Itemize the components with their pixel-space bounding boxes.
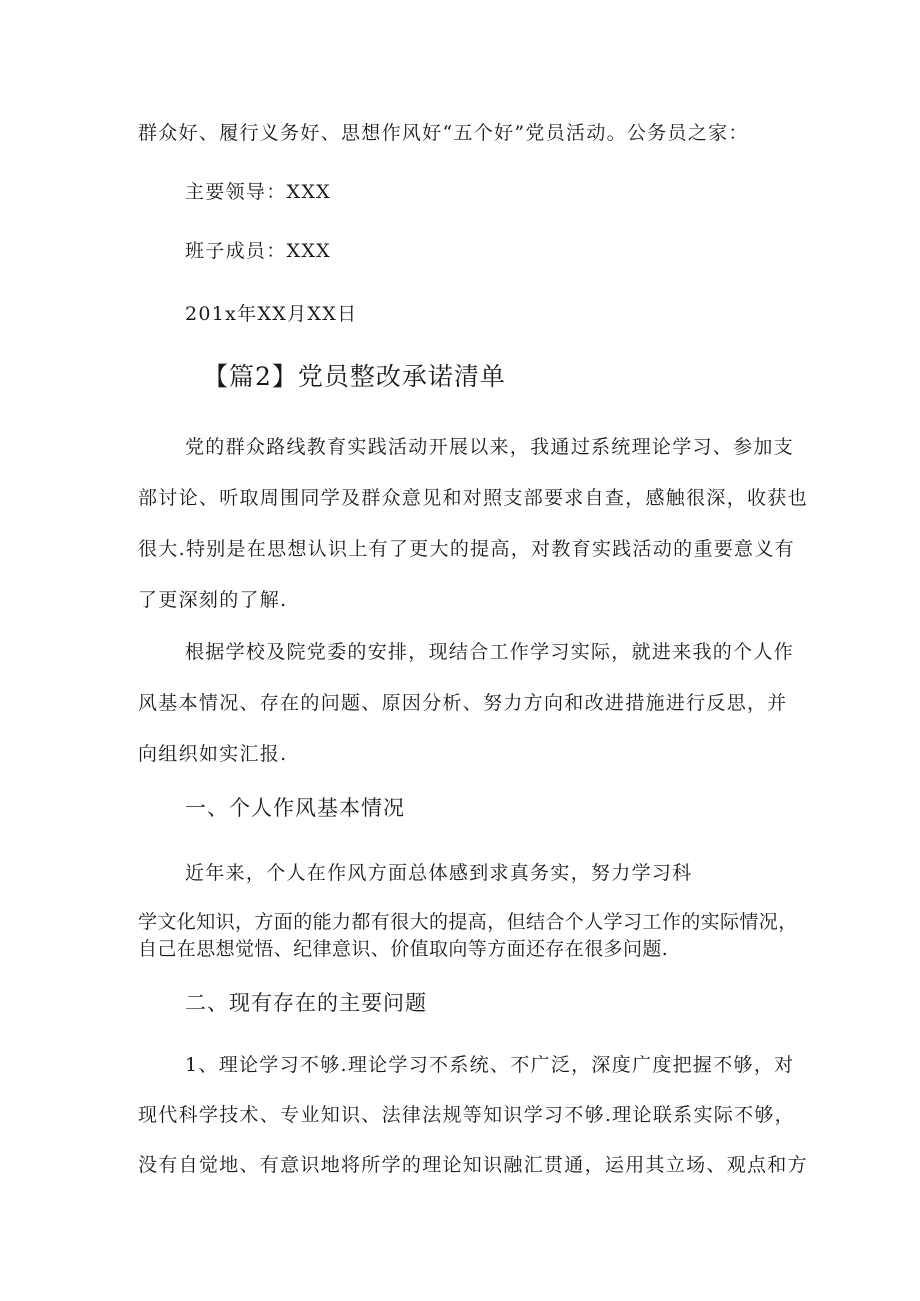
paragraph-line: 向组织如实汇报. — [138, 743, 288, 765]
date-line: 201x年XX月XX日 — [185, 303, 358, 325]
paragraph-line: 学文化知识，方面的能力都有很大的提高，但结合个人学习工作的实际情况， — [138, 911, 798, 933]
paragraph-line: 风基本情况、存在的问题、原因分析、努力方向和改进措施进行反思，并 — [138, 692, 788, 714]
paragraph-line: 了更深刻的了解. — [138, 589, 288, 611]
paragraph-line: 部讨论、听取周围同学及群众意见和对照支部要求自查，感触很深，收获也 — [138, 487, 808, 509]
intro-tail-text: 群众好、履行义务好、思想作风好“五个好”党员活动。公务员之家： — [138, 122, 749, 144]
main-leader-line: 主要领导：XXX — [185, 181, 331, 203]
paragraph-line: 现代科学技术、专业知识、法律法规等知识学习不够.理论联系实际不够， — [138, 1104, 795, 1126]
paragraph-line: 党的群众路线教育实践活动开展以来，我通过系统理论学习、参加支 — [185, 436, 795, 458]
team-members-line: 班子成员：XXX — [185, 240, 331, 262]
heading-personal-style: 一、个人作风基本情况 — [185, 796, 405, 820]
paragraph-line: 1、理论学习不够.理论学习不系统、不广泛，深度广度把握不够，对 — [185, 1054, 795, 1076]
paragraph-line: 根据学校及院党委的安排，现结合工作学习实际，就进来我的个人作 — [185, 641, 795, 663]
section-title: 【篇2】党员整改承诺清单 — [203, 362, 506, 391]
paragraph-line: 近年来，个人在作风方面总体感到求真务实，努力学习科 — [185, 862, 693, 884]
paragraph-line: 很大.特别是在思想认识上有了更大的提高，对教育实践活动的重要意义有 — [138, 538, 795, 560]
paragraph-line: 自己在思想觉悟、纪律意识、价值取向等方面还存在很多问题. — [138, 938, 669, 960]
heading-main-problems: 二、现有存在的主要问题 — [185, 991, 427, 1015]
paragraph-line: 没有自觉地、有意识地将所学的理论知识融汇贯通，运用其立场、观点和方 — [138, 1154, 808, 1176]
